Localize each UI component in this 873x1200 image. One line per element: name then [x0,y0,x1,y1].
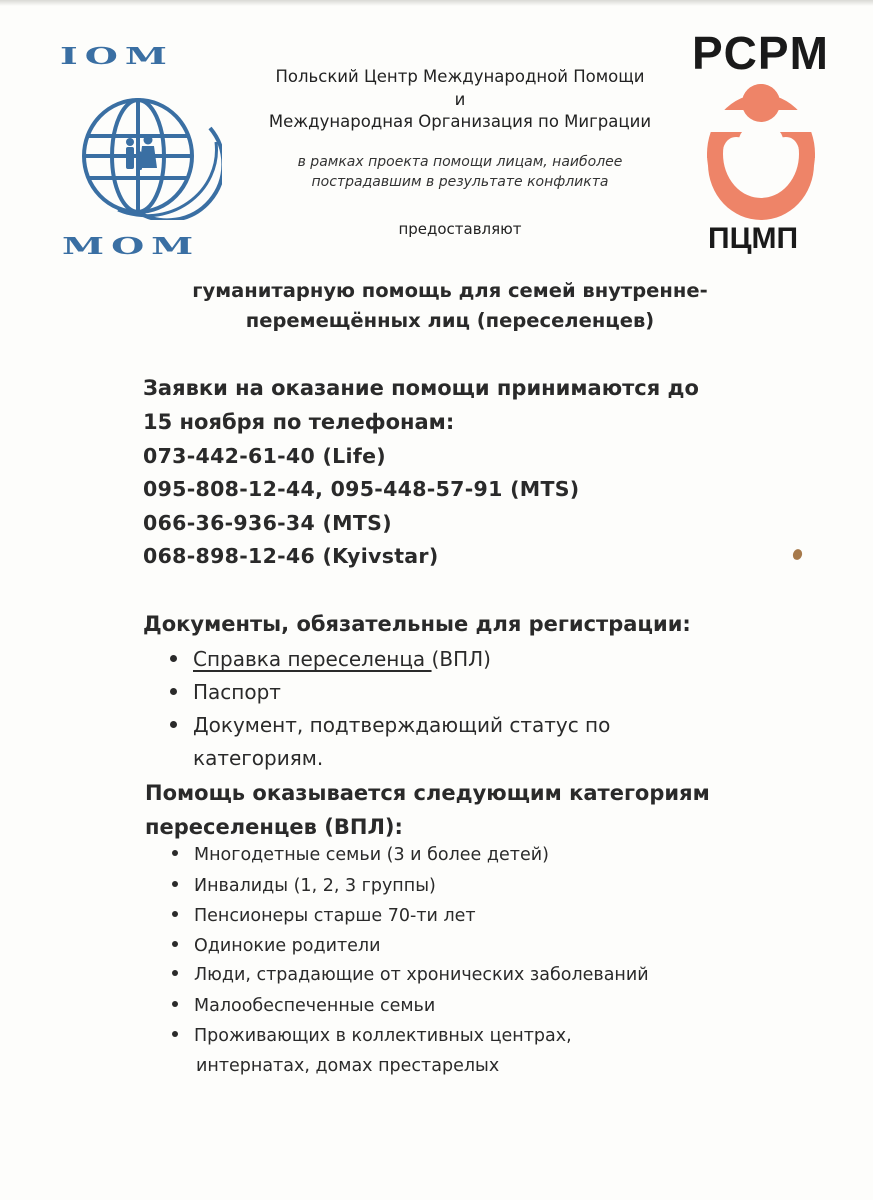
bullet-icon [170,688,177,695]
document-item-status [170,713,610,737]
category-label: Многодетные семьи (3 и более детей) [194,845,549,865]
category-item [172,906,476,926]
bullet-icon [172,941,178,947]
bullet-icon [170,721,177,728]
bullet-icon [172,850,178,856]
headline-line-1: гуманитарную помощь для семей внутренне- [192,279,708,302]
category-item [172,965,649,985]
bullet-icon [172,1001,178,1007]
certificate-underlined: Справка переселенца [193,647,432,671]
pcmp-logo-text: ПЦМП [708,222,799,255]
org-line-1: Польский Центр Международной Помощи [275,67,645,86]
document-item-certificate [170,647,491,671]
category-item [172,936,380,956]
phone-kyivstar: 068-898-12-46 (Kyivstar) [143,544,439,568]
bullet-icon [170,655,177,662]
passport-label: Паспорт [193,680,281,704]
bullet-icon [172,970,178,976]
document-item-passport [170,680,281,704]
category-item [172,845,549,865]
mom-logo-text: MOM [62,231,201,260]
bullet-icon [172,911,178,917]
certificate-rest: (ВПЛ) [431,647,491,671]
bullet-icon [172,1031,178,1037]
status-label-line-2: категориям. [193,746,324,770]
headline-line-2: перемещённых лиц (переселенцев) [245,309,655,332]
phone-mts-1: 095-808-12-44, 095-448-57-91 (MTS) [143,477,580,501]
org-line-2: Международная Организация по Миграции [268,112,652,131]
pcpm-logo-text: PCPM [692,27,829,79]
category-label: Пенсионеры старше 70-ти лет [194,906,476,926]
category-item-continuation: интернатах, домах престарелых [196,1056,500,1076]
project-line-1: в рамках проекта помощи лицам, наиболее [297,154,623,170]
categories-title-line-2: переселенцев (ВПЛ): [145,815,403,839]
applications-line-2: 15 ноября по телефонам: [143,410,455,434]
category-item [172,876,436,896]
phone-mts-2: 066-36-936-34 (MTS) [143,511,392,535]
iom-logo-text: IOM [60,41,174,70]
documents-title: Документы, обязательные для регистрации: [143,612,691,636]
category-label: Проживающих в коллективных центрах, [194,1026,572,1046]
project-line-2: пострадавшим в результате конфликта [311,174,609,190]
category-label: Одинокие родители [194,936,381,956]
phone-life: 073-442-61-40 (Life) [143,444,386,468]
provide-text: предоставляют [398,220,522,238]
status-label-line-1: Документ, подтверждающий статус по [193,713,611,737]
category-label: Люди, страдающие от хронических заболеваний [194,965,649,985]
category-item [172,1026,572,1046]
category-label: Инвалиды (1, 2, 3 группы) [194,876,436,896]
category-label: Малообеспеченные семьи [194,996,436,1016]
bullet-icon [172,881,178,887]
iom-globe-logo [78,92,222,220]
pcpm-figure-logo [700,80,820,220]
scan-edge [0,0,873,6]
category-item [172,996,435,1016]
org-and: и [454,90,466,109]
paper-stain [791,548,803,561]
applications-line-1: Заявки на оказание помощи принимаются до [143,376,699,400]
categories-title-line-1: Помощь оказывается следующим категориям [145,781,710,805]
